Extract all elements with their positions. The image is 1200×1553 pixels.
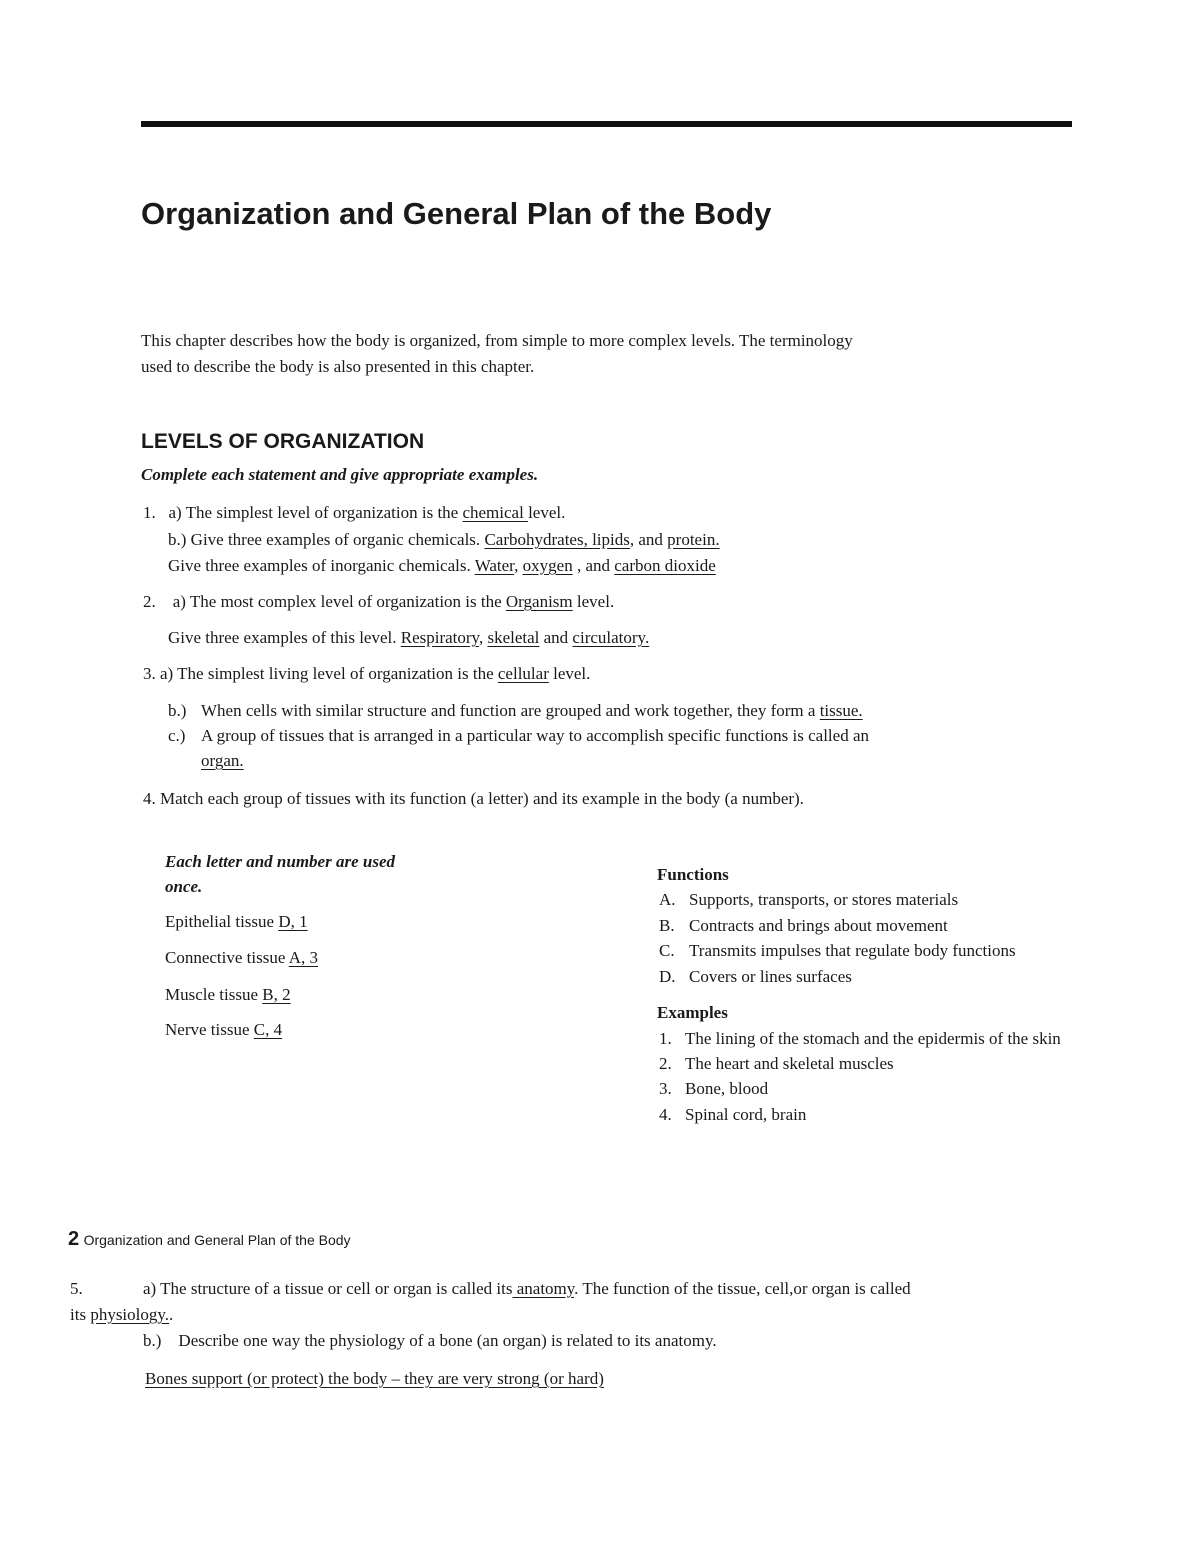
function-letter: C. — [659, 941, 675, 960]
q3-b-answer: tissue. — [819, 701, 863, 720]
example-num: 3. — [659, 1079, 672, 1098]
tissue-row — [165, 912, 308, 932]
tissue-answer: B, 2 — [262, 985, 291, 1004]
q5-a2-prefix: its — [70, 1305, 91, 1324]
q2-a — [143, 592, 614, 612]
function-letter: B. — [659, 916, 675, 935]
q1-b-answer-2: lipids — [592, 530, 630, 549]
tissue-answer: A, 3 — [288, 948, 318, 967]
q1-a-prefix: 1. a) The simplest level of organization is the — [143, 503, 463, 522]
function-letter: D. — [659, 967, 676, 986]
q5-a-mid: . The function of the tissue, cell,or organ is called — [574, 1279, 911, 1298]
q3-c-answer: organ. — [201, 751, 244, 770]
q3-b-label: b.) — [168, 701, 187, 720]
q1-b-mid: , and — [629, 530, 668, 549]
q5-a2 — [70, 1305, 173, 1325]
function-text: Supports, transports, or stores materials — [689, 890, 959, 909]
q1-c-answer-1: Water — [474, 556, 515, 575]
example-text: Spinal cord, brain — [685, 1105, 807, 1124]
example-text: The lining of the stomach and the epidermis of the skin — [685, 1029, 1061, 1048]
q5-number: 5. — [70, 1279, 83, 1298]
q4-note-line-1: Each letter and number are used — [165, 852, 395, 871]
tissue-label: Muscle tissue — [165, 985, 263, 1004]
q3-c-label: c.) — [168, 726, 186, 745]
q2-a-answer: Organism — [505, 592, 573, 611]
q2-b — [168, 628, 649, 648]
example-text: Bone, blood — [685, 1079, 769, 1098]
q1-a — [143, 503, 565, 523]
q3-a-answer: cellular — [497, 664, 549, 683]
q4-text: 4. Match each group of tissues with its function (a letter) and its example in the body (a number). — [143, 789, 804, 808]
q2-b-answer-2: skeletal — [487, 628, 540, 647]
example-num: 1. — [659, 1029, 672, 1048]
tissue-label: Epithelial tissue — [165, 912, 279, 931]
intro-line-1: This chapter describes how the body is organized, from simple to more complex levels. The terminology — [141, 331, 853, 350]
q5-a-prefix: a) The structure of a tissue or cell or organ is called its — [143, 1279, 513, 1298]
tissue-answer: D, 1 — [278, 912, 308, 931]
tissue-row — [165, 948, 318, 968]
page-number: 2 — [68, 1228, 80, 1250]
q3-b-text: When cells with similar structure and function are grouped and work together, they form a — [201, 701, 820, 720]
q3-a — [143, 664, 590, 684]
q2-a-prefix: 2. a) The most complex level of organization is the — [143, 592, 506, 611]
q1-c-sep-2: , and — [572, 556, 615, 575]
example-num: 4. — [659, 1105, 672, 1124]
q2-b-answer-1: Respiratory — [400, 628, 479, 647]
functions-heading: Functions — [657, 865, 729, 884]
q1-a-suffix: level. — [528, 503, 566, 522]
running-header — [68, 1226, 351, 1254]
function-text: Contracts and brings about movement — [689, 916, 948, 935]
q3-b — [201, 701, 863, 721]
q1-c-answer-3: carbon dioxide — [614, 556, 716, 575]
tissue-label: Connective tissue — [165, 948, 289, 967]
running-title: Organization and General Plan of the Body — [83, 1232, 351, 1248]
tissue-answer: C, 4 — [253, 1020, 283, 1039]
q1-b-prefix: b.) Give three examples of organic chemicals. — [168, 530, 485, 549]
tissue-row — [165, 1020, 282, 1040]
q2-b-prefix: Give three examples of this level. — [168, 628, 401, 647]
q1-b — [168, 530, 720, 550]
example-text: The heart and skeletal muscles — [685, 1054, 894, 1073]
q1-c — [168, 556, 716, 576]
q5-answer: Bones support (or protect) the body – they are very strong (or hard) — [145, 1369, 604, 1388]
example-num: 2. — [659, 1054, 672, 1073]
header-rule — [141, 121, 1072, 127]
q1-b-answer-3: protein. — [667, 530, 720, 549]
page-title: Organization and General Plan of the Body — [141, 196, 772, 231]
q1-c-prefix: Give three examples of inorganic chemicals. — [168, 556, 475, 575]
q2-b-mid: and — [539, 628, 573, 647]
function-letter: A. — [659, 890, 676, 909]
q5-a — [143, 1279, 911, 1299]
q1-b-answer-1: Carbohydrates, — [484, 530, 593, 549]
q5-b: b.) Describe one way the physiology of a bone (an organ) is related to its anatomy. — [143, 1331, 717, 1350]
q5-a-answer: anatomy — [512, 1279, 575, 1298]
tissue-row — [165, 985, 291, 1005]
tissue-label: Nerve tissue — [165, 1020, 254, 1039]
function-text: Covers or lines surfaces — [689, 967, 852, 986]
q2-b-sep-1: , — [478, 628, 488, 647]
q3-a-prefix: 3. a) The simplest living level of organization is the — [143, 664, 498, 683]
q3-c-text: A group of tissues that is arranged in a particular way to accomplish specific functions is called an — [201, 726, 869, 745]
intro-line-2: used to describe the body is also presented in this chapter. — [141, 357, 535, 376]
section-heading: LEVELS OF ORGANIZATION — [141, 430, 425, 453]
examples-heading: Examples — [657, 1003, 728, 1022]
q4-note-line-2: once. — [165, 877, 203, 896]
instruction: Complete each statement and give appropriate examples. — [141, 465, 539, 484]
q2-b-answer-3: circulatory. — [572, 628, 650, 647]
q1-a-answer: chemical — [462, 503, 529, 522]
q3-a-suffix: level. — [548, 664, 591, 683]
function-text: Transmits impulses that regulate body functions — [689, 941, 1016, 960]
q2-a-suffix: level. — [572, 592, 615, 611]
q5-a2-answer: physiology. — [90, 1305, 170, 1324]
q1-c-answer-2: oxygen — [522, 556, 573, 575]
q5-a2-suffix: . — [169, 1305, 174, 1324]
q1-c-sep-1: , — [514, 556, 523, 575]
